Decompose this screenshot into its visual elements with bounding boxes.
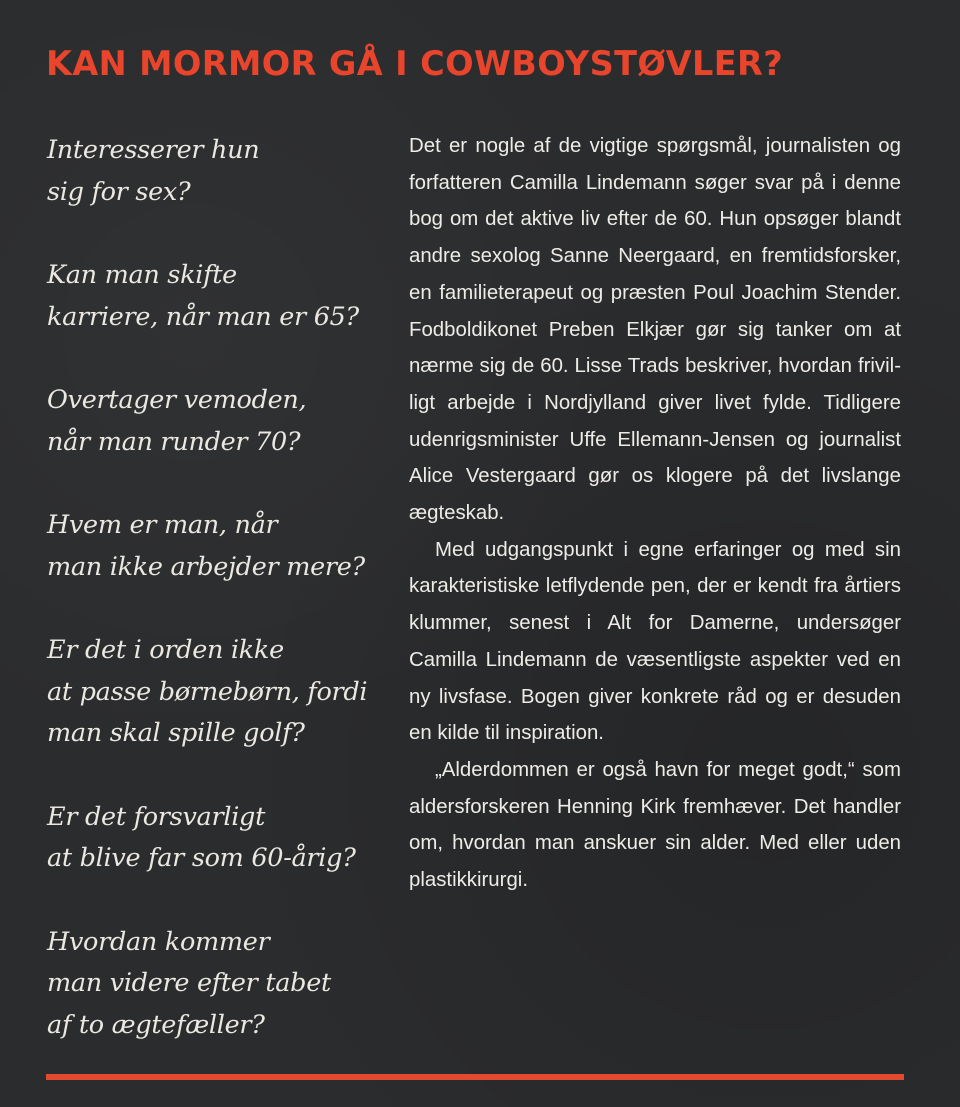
question-line: man ikke arbejder mere?	[47, 551, 365, 582]
blurb-paragraph-2: Med udgangspunkt i egne erfaringer og med sin karakteristiske letflydende pen, der er kendt fra årtiers klummer, senest i Alt for Damerne, undersøger Camilla Lindemann de væsentligste aspekter ved en ny livsfase. Bogen giver konkrete råd og er desuden en kilde til inspiration.	[409, 538, 901, 745]
question-line: Overtager vemoden,	[47, 385, 307, 415]
question-line: man videre efter tabet	[47, 968, 331, 998]
questions-column	[47, 130, 377, 1088]
cover-title: KAN MORMOR GÅ I COWBOYSTØVLER?	[46, 44, 784, 83]
question-line: Kan man skifte	[47, 260, 237, 290]
question-line: at blive far som 60-årig?	[47, 843, 356, 873]
question-3	[47, 380, 377, 463]
question-line: Er det forsvarligt	[47, 801, 266, 832]
question-line: af to ægtefæller?	[47, 1009, 265, 1040]
question-1	[47, 130, 377, 213]
question-line: Hvordan kommer	[47, 926, 270, 957]
question-line: Interesserer hun	[47, 135, 260, 165]
question-line: at passe børnebørn, fordi	[47, 676, 368, 707]
question-6	[47, 797, 377, 880]
bottom-divider	[46, 1074, 904, 1080]
blurb-text	[409, 128, 901, 899]
blurb-paragraph-1: Det er nogle af de vigtige spørgsmål, journalisten og forfatteren Camilla Lindemann søger svar på i denne bog om det aktive liv efter de 60. Hun opsøger blandt andre sexolog Sanne Neergaard, en fremtidsforsker, en familieterapeut og præsten Poul Joachim Stender. Fodboldikonet Preben Elkjær gør sig tanker om at nærme sig de 60. Lisse Trads beskriver, hvordan frivilligt arbejde i Nordjylland giver livet fylde. Tidligere udenrigsminister Uffe Ellemann-Jensen og journalist Alice Vestergaard gør os klogere på det livslange ægteskab.	[409, 135, 901, 525]
question-4	[47, 505, 377, 588]
question-line: sig for sex?	[47, 176, 191, 207]
question-5	[47, 630, 377, 755]
question-line: Er det i orden ikke	[47, 635, 284, 665]
question-line: karriere, når man er 65?	[47, 301, 359, 332]
question-line: Hvem er man, når	[47, 510, 278, 540]
question-7	[47, 922, 377, 1047]
question-2	[47, 255, 377, 338]
blurb-paragraph-3: „Alderdommen er også havn for meget godt,“ som aldersforskeren Henning Kirk fremhæver. Det handler om, hvordan man anskuer sin alder. Med eller uden plastikkirurgi.	[409, 758, 901, 892]
question-line: man skal spille golf?	[47, 718, 305, 748]
question-line: når man runder 70?	[47, 426, 301, 457]
